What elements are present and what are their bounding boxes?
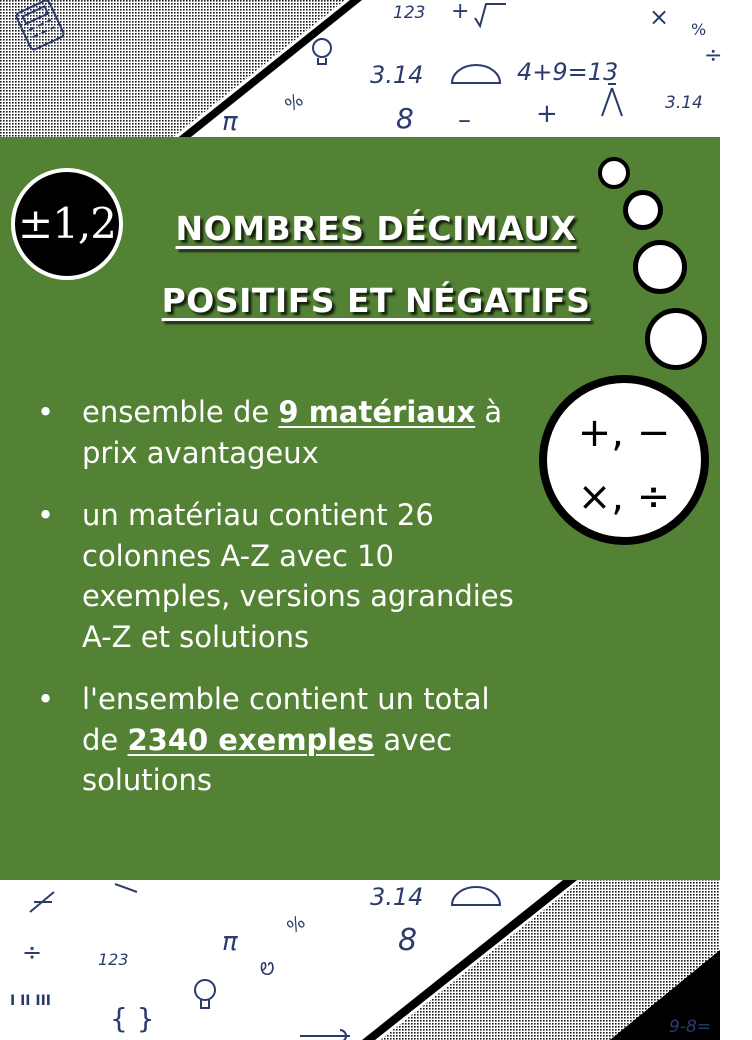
list-item: • ensemble de 9 matériaux à prix avantageux bbox=[34, 392, 534, 473]
highlight-examples: 2340 exemples bbox=[127, 722, 375, 757]
svg-text:π: π bbox=[222, 107, 238, 137]
svg-text:4+9=13: 4+9=13 bbox=[517, 58, 619, 86]
svg-text:3.14: 3.14 bbox=[370, 883, 424, 911]
svg-text:+: + bbox=[451, 0, 470, 24]
svg-text:–: – bbox=[458, 105, 471, 135]
svg-text:123: 123 bbox=[98, 950, 129, 969]
bullet-icon: • bbox=[37, 498, 55, 532]
lightbulb-icon-bottom bbox=[195, 980, 215, 1000]
svg-text:%: % bbox=[283, 911, 310, 939]
title-line-2: POSITIFS ET NÉGATIFS bbox=[161, 281, 591, 320]
svg-text:I II III: I II III bbox=[10, 993, 52, 1009]
operations-circle bbox=[539, 375, 709, 545]
title-line-1: NOMBRES DÉCIMAUX bbox=[175, 209, 577, 248]
highlight-materials: 9 matériaux bbox=[278, 395, 476, 429]
thought-bubble-xlarge bbox=[645, 308, 707, 370]
decimal-badge: ±1,2 bbox=[11, 168, 123, 280]
feature-list bbox=[34, 392, 534, 823]
operations-add-subtract: +, − bbox=[577, 410, 671, 456]
svg-text:8: 8 bbox=[398, 923, 418, 958]
svg-text:Ꮼ: Ꮼ bbox=[260, 959, 275, 980]
svg-text:π: π bbox=[222, 927, 238, 957]
svg-text:8: 8 bbox=[396, 102, 414, 135]
thought-bubble-large bbox=[633, 240, 687, 294]
svg-text:3.14: 3.14 bbox=[370, 61, 424, 89]
bullet-icon: • bbox=[37, 395, 55, 429]
protractor-icon bbox=[452, 65, 500, 83]
svg-text:3.14: 3.14 bbox=[665, 93, 703, 113]
svg-text:×: × bbox=[649, 3, 670, 31]
svg-text:%: % bbox=[281, 89, 308, 117]
svg-text:+: + bbox=[536, 99, 558, 129]
svg-text:123: 123 bbox=[393, 3, 426, 23]
svg-text:÷: ÷ bbox=[22, 938, 43, 966]
svg-text:%: % bbox=[691, 20, 707, 39]
thought-bubble-medium bbox=[623, 190, 663, 230]
svg-text:{ }: { } bbox=[110, 1002, 155, 1035]
svg-text:÷: ÷ bbox=[704, 43, 723, 68]
sqrt-icon bbox=[475, 4, 506, 26]
operations-multiply-divide: ×, ÷ bbox=[577, 474, 671, 520]
thought-bubble-small bbox=[598, 157, 630, 189]
bullet-icon: • bbox=[37, 682, 55, 716]
list-item: • l'ensemble contient un total de 2340 exemples avec solutions bbox=[34, 679, 534, 801]
lightbulb-icon bbox=[313, 39, 331, 57]
list-item: • un matériau contient 26 colonnes A-Z avec 10 exemples, versions agrandies A-Z et solutions bbox=[34, 495, 534, 657]
svg-text:9-8=: 9-8= bbox=[669, 1017, 712, 1037]
compass-icon bbox=[602, 84, 622, 116]
